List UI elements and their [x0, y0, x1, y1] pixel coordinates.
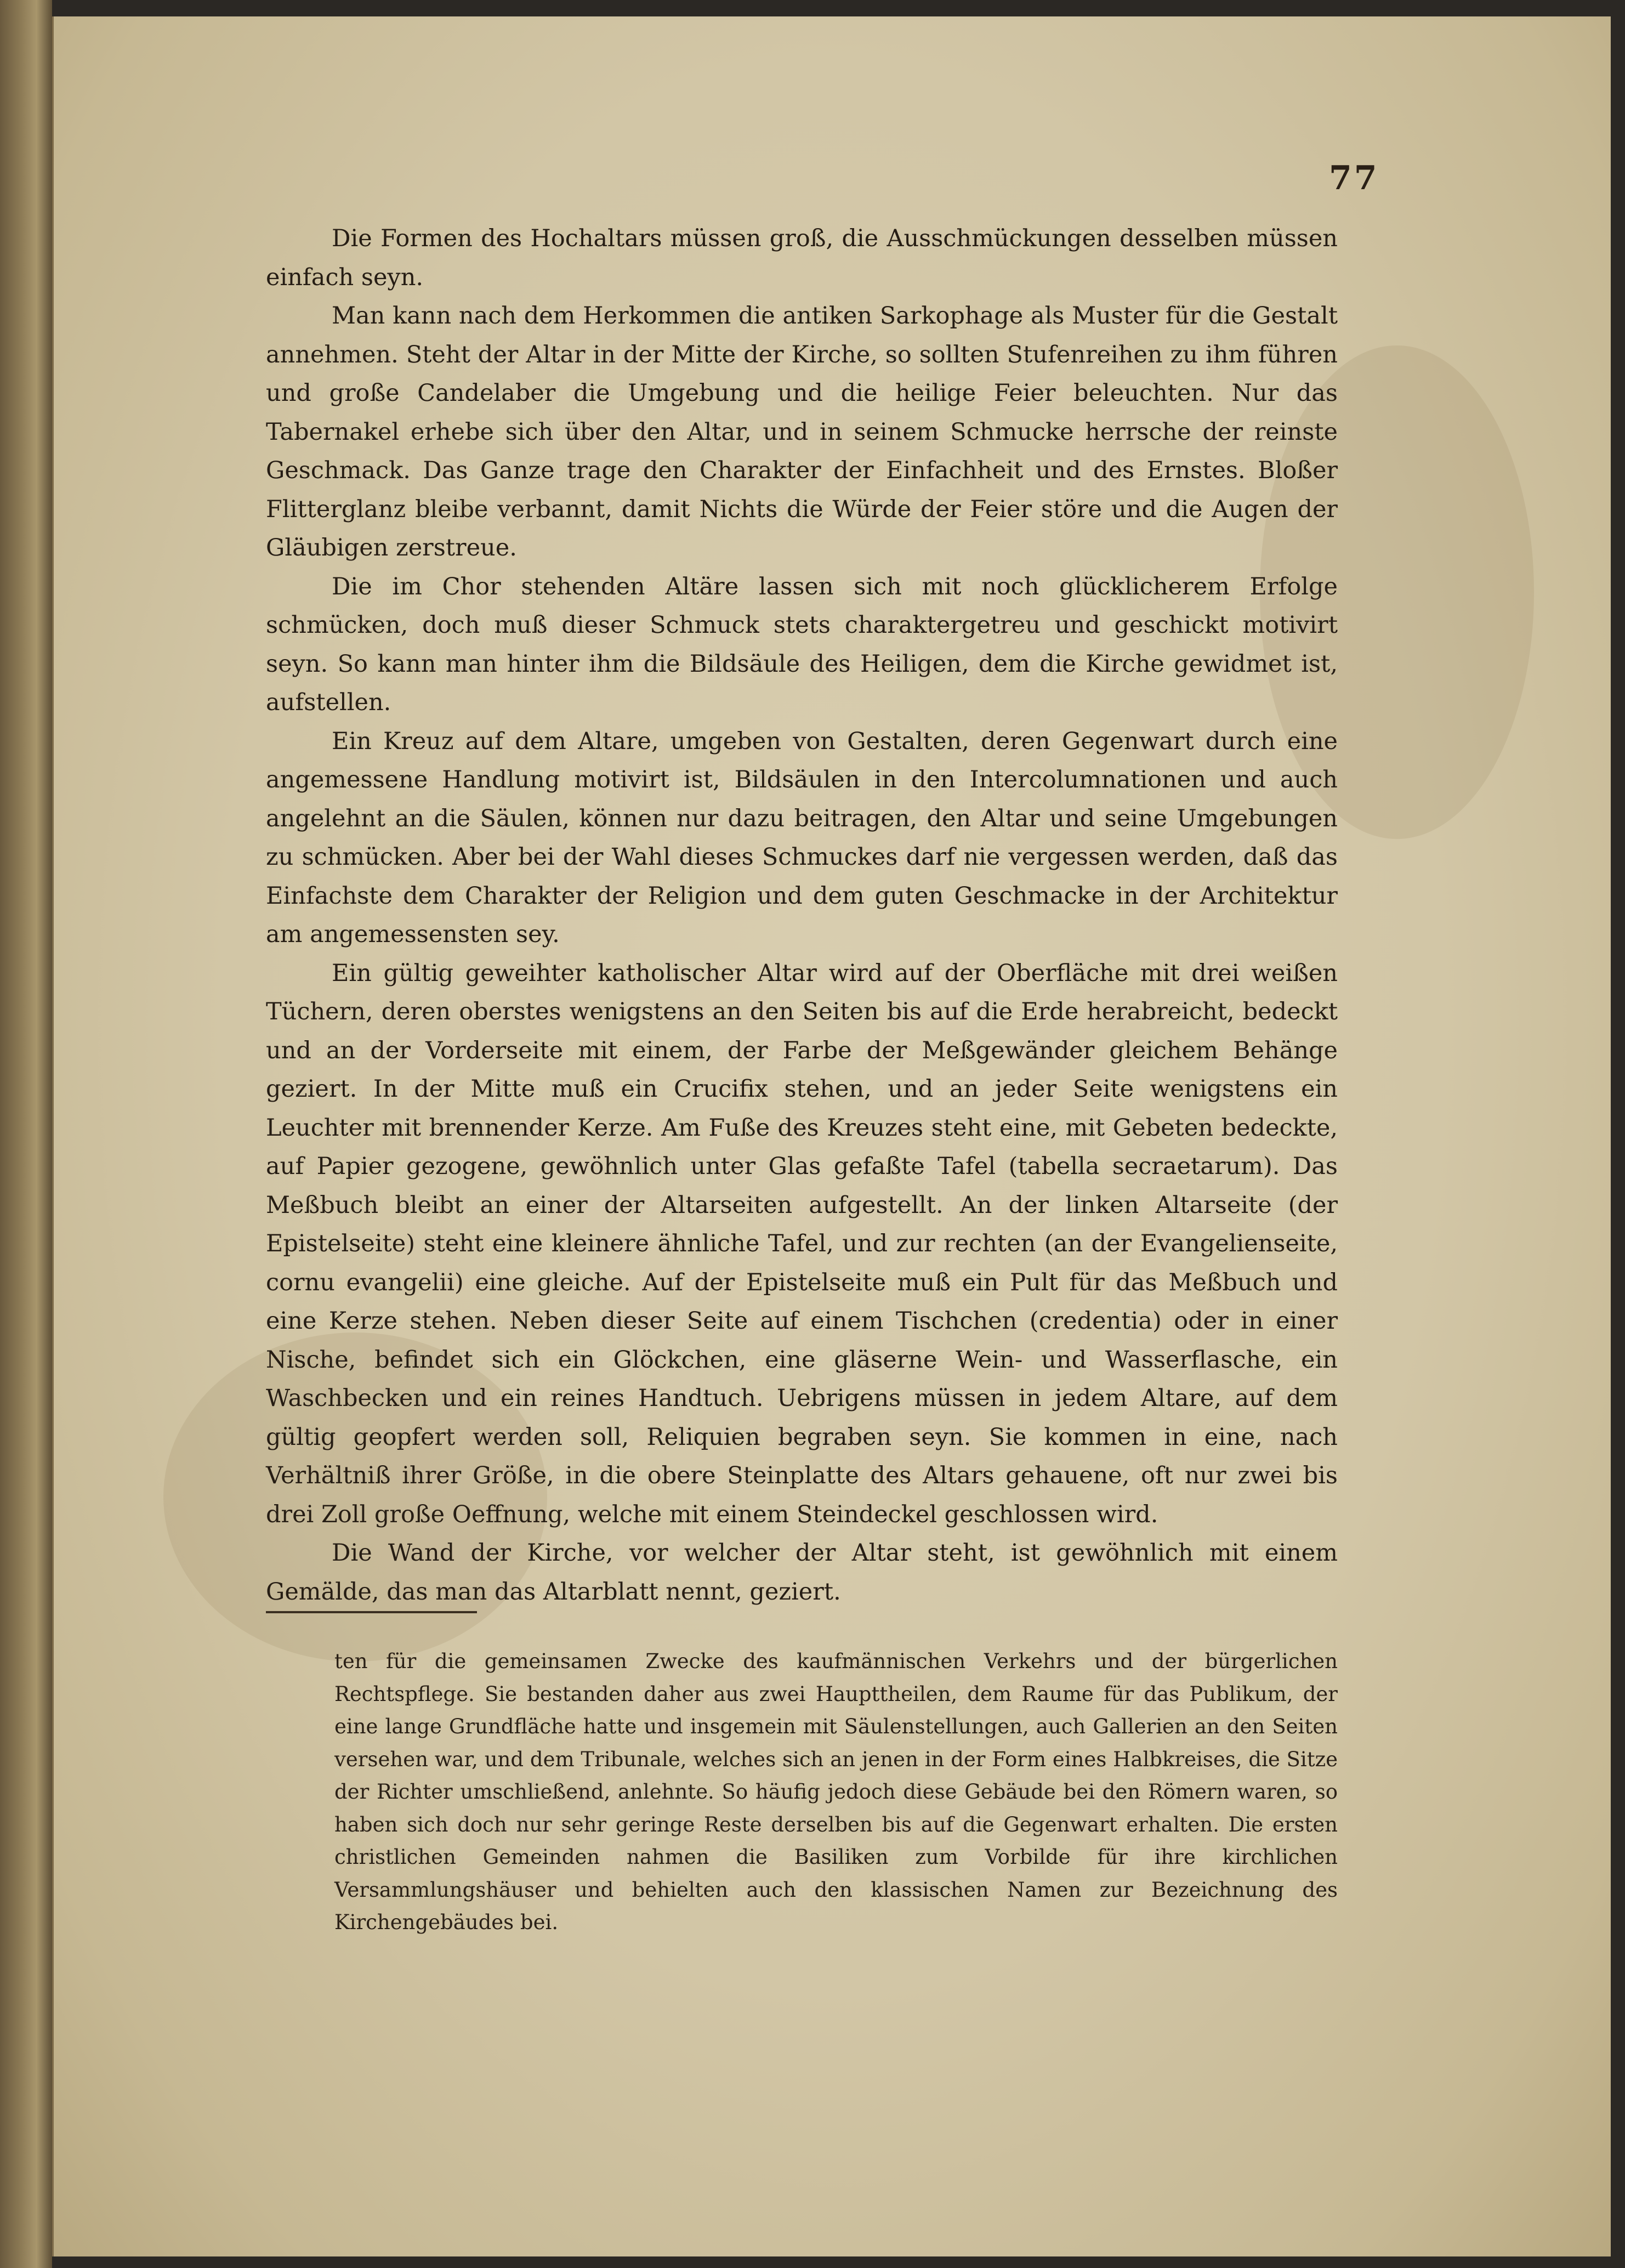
paragraph: Die Formen des Hochaltars müssen groß, die Ausschmückungen desselben müssen einfach seyn.	[266, 225, 1338, 291]
main-text	[266, 219, 1338, 1611]
page-number: 77	[1329, 159, 1379, 197]
paragraph: Die im Chor stehenden Altäre lassen sich mit noch glücklicherem Erfolge schmücken, doch muß dieser Schmuck stets charaktergetreu und geschickt motivirt seyn. So kann man hinter ihm die Bildsäule des Heiligen, dem die Kirche gewidmet ist, aufstellen.	[266, 572, 1338, 716]
book-gutter	[0, 0, 52, 2268]
paragraph: Ein Kreuz auf dem Altare, umgeben von Gestalten, deren Gegenwart durch eine angemessene Handlung motivirt ist, Bildsäulen in den Intercolumnationen und auch angelehnt an die Säulen, können nur dazu beitragen, den Altar und seine Umgebungen zu schmücken. Aber bei der Wahl dieses Schmuckes darf nie vergessen werden, daß das Einfachste dem Charakter der Religion und dem guten Geschmacke in der Architektur am angemessensten sey.	[266, 727, 1338, 948]
paragraph: Ein gültig geweihter katholischer Altar wird auf der Oberfläche mit drei weißen Tüchern, deren oberstes wenigstens an den Seiten bis auf die Erde herabreicht, bedeckt und an der Vorderseite mit einem, der Farbe der Meßgewänder gleichem Behänge geziert. In der Mitte muß ein Crucifix stehen, und an jeder Seite wenigstens ein Leuchter mit brennender Kerze. Am Fuße des Kreuzes steht eine, mit Gebeten bedeckte, auf Papier gezogene, gewöhnlich unter Glas gefaßte Tafel (tabella secraetarum). Das Meßbuch bleibt an einer der Altarseiten aufgestellt. An der linken Altarseite (der Epistelseite) steht eine kleinere ähnliche Tafel, und zur rechten (an der Evangelienseite, cornu evangelii) eine gleiche. Auf der Epistelseite muß ein Pult für das Meßbuch und eine Kerze stehen. Neben dieser Seite auf einem Tischchen (credentia) oder in einer Nische, befindet sich ein Glöckchen, eine gläserne Wein- und Wasserflasche, ein Waschbecken und ein reines Handtuch. Uebrigens müssen in jedem Altare, auf dem gültig geopfert werden soll, Reliquien begraben seyn. Sie kommen in eine, nach Verhältniß ihrer Größe, in die obere Steinplatte des Altars gehauene, oft nur zwei bis drei Zoll große Oeffnung, welche mit einem Steindeckel geschlossen wird.	[266, 959, 1338, 1528]
footnote	[334, 1645, 1338, 1939]
paragraph: Man kann nach dem Herkommen die antiken Sarkophage als Muster für die Gestalt annehmen. Steht der Altar in der Mitte der Kirche, so sollten Stufenreihen zu ihm führen und große Candelaber die Umgebung und die heilige Feier beleuchten. Nur das Tabernakel erhebe sich über den Altar, und in seinem Schmucke herrsche der reinste Geschmack. Das Ganze trage den Charakter der Einfachheit und des Ernstes. Bloßer Flitterglanz bleibe verbannt, damit Nichts die Würde der Feier störe und die Augen der Gläubigen zerstreue.	[266, 302, 1338, 562]
footnote-separator	[266, 1611, 477, 1613]
footnote-text: ten für die gemeinsamen Zwecke des kaufmännischen Verkehrs und der bürgerlichen Rechtspflege. Sie bestanden daher aus zwei Haupttheilen, dem Raume für das Publikum, der eine lange Grundfläche hatte und insgemein mit Säulenstellungen, auch Gallerien an den Seiten versehen war, und dem Tribunale, welches sich an jenen in der Form eines Halbkreises, die Sitze der Richter umschließend, anlehnte. So häufig jedoch diese Gebäude bei den Römern waren, so haben sich doch nur sehr geringe Reste derselben bis auf die Gegenwart erhalten. Die ersten christlichen Gemeinden nahmen die Basiliken zum Vorbilde für ihre kirchlichen Versammlungshäuser und behielten auch den klassischen Namen zur Bezeichnung des Kirchengebäudes bei.	[334, 1649, 1338, 1934]
paragraph: Die Wand der Kirche, vor welcher der Altar steht, ist gewöhnlich mit einem Gemälde, das man das Altarblatt nennt, geziert.	[266, 1539, 1338, 1606]
